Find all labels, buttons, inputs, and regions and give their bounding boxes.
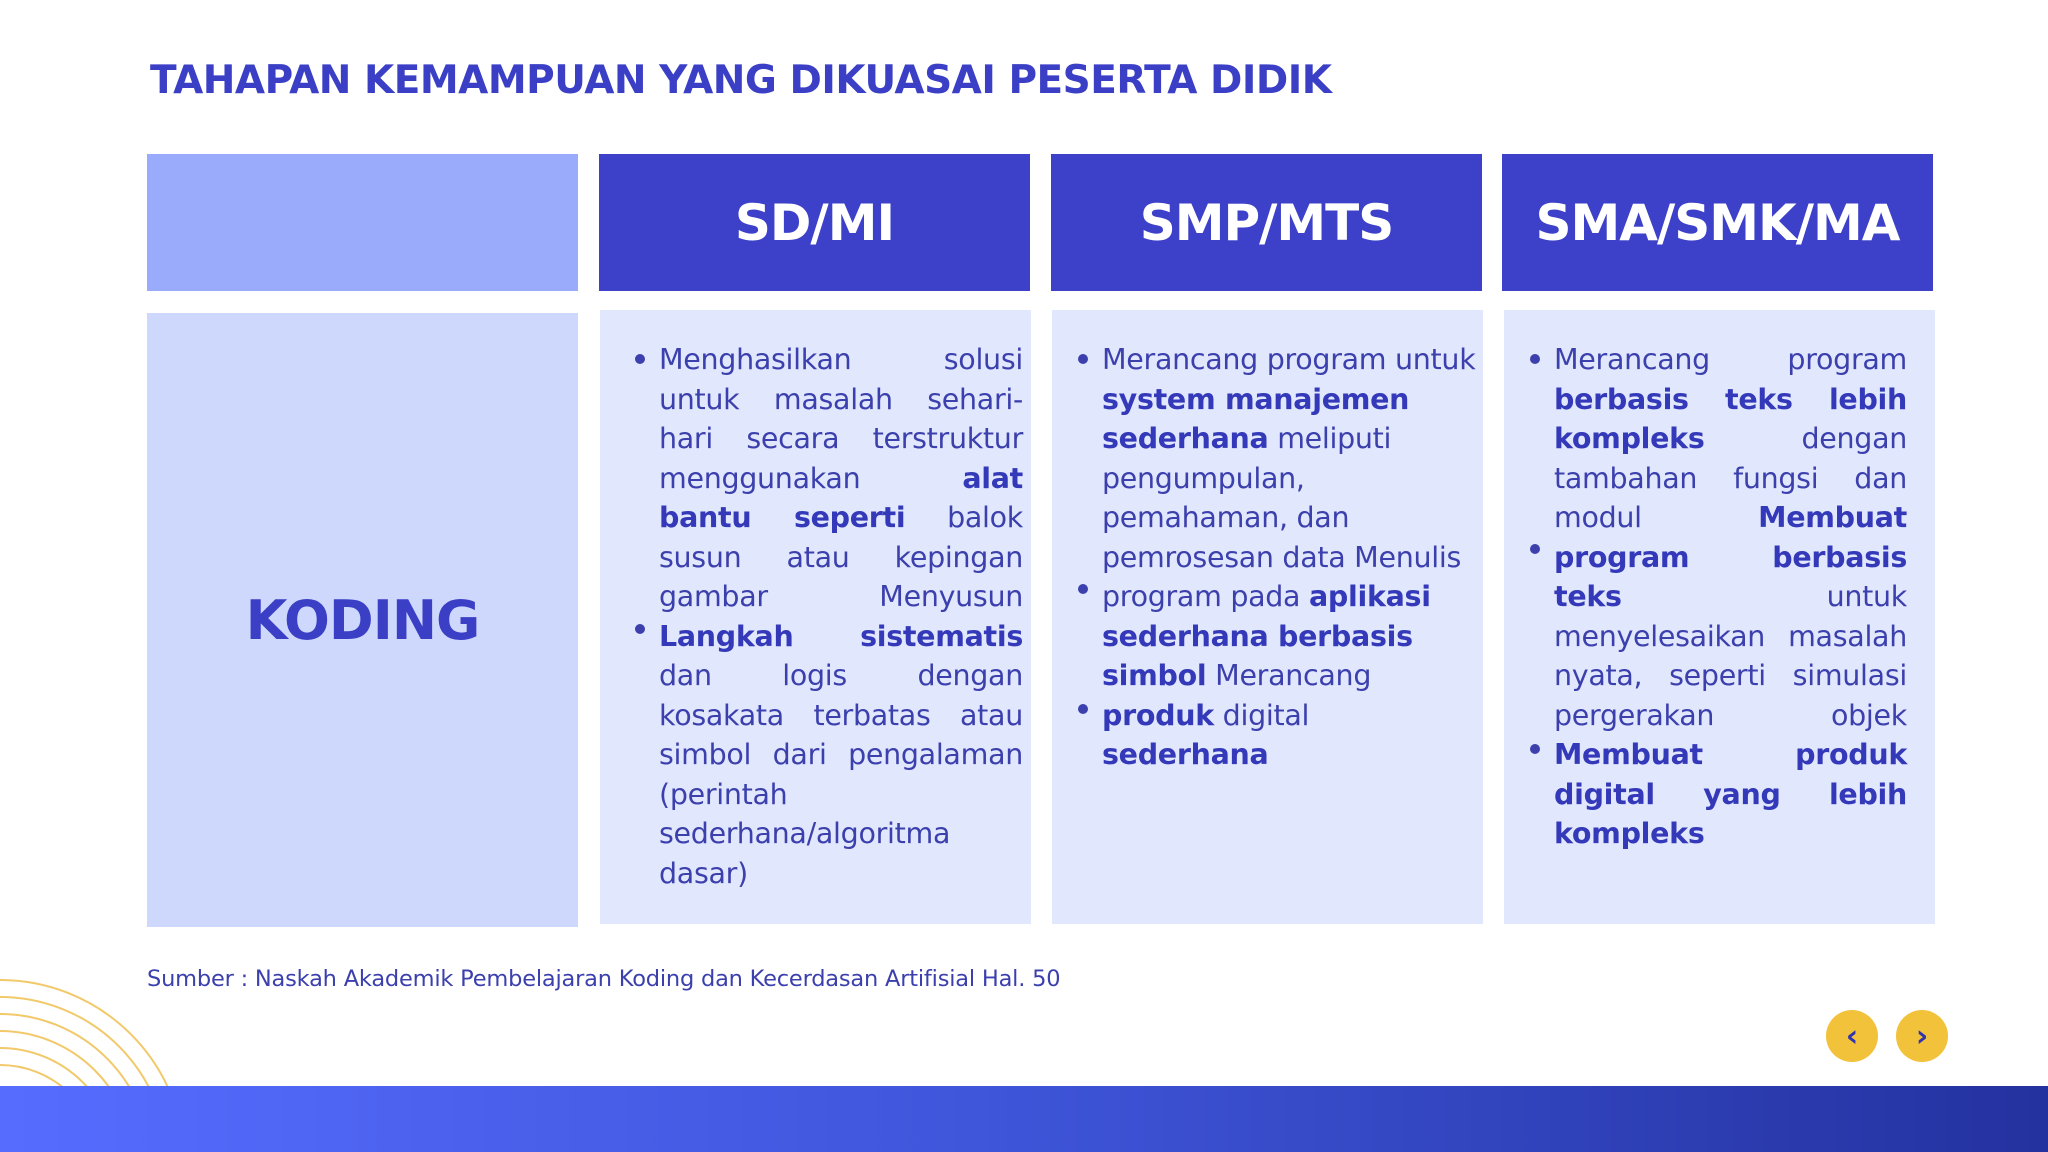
next-slide-button[interactable] (1896, 1010, 1948, 1062)
source-citation: Sumber : Naskah Akademik Pembelajaran Koding dan Kecerdasan Artifisial Hal. 50 (147, 966, 1061, 992)
text-run: meliputi pengumpulan, pemahaman, dan pemrosesan data Menulis program pada (1102, 422, 1462, 613)
chevron-left-icon: ‹ (1845, 1018, 1859, 1054)
text-bold: sederhana (1102, 738, 1269, 771)
bullet-icon (1530, 544, 1540, 554)
text-run: Merancang program untuk (1102, 343, 1476, 376)
text-run: dan logis dengan kosakata terbatas atau simbol dari pengalaman (perintah sederhana/algoritma dasar) (659, 659, 1023, 890)
text-run: balok susun atau kepingan gambar Menyusun (659, 501, 1023, 613)
text-bold: Langkah sistematis (659, 619, 1023, 653)
table-corner (147, 154, 578, 291)
text-run: dengan tambahan fungsi dan modul (1554, 422, 1907, 534)
text-bold: system manajemen sederhana (1102, 382, 1410, 455)
bullet-icon (635, 354, 645, 364)
text-bold: Membuat program berbasis teks (1554, 501, 1907, 613)
row-label-koding (147, 313, 578, 927)
bullet-icon (635, 624, 645, 634)
bullet-icon (1530, 744, 1540, 754)
column-header-smp (1051, 154, 1482, 291)
column-header-sd (599, 154, 1030, 291)
row-label-text: KODING (245, 588, 480, 652)
bullet-icon (1530, 354, 1540, 364)
text-bold: Membuat produk digital yang lebih kompleks (1554, 738, 1907, 850)
chevron-right-icon: › (1915, 1018, 1929, 1054)
bullet-icon (1078, 354, 1088, 364)
footer-bar (0, 1086, 2048, 1152)
cell-smp-koding (1052, 310, 1483, 924)
cell-sma-koding (1504, 310, 1935, 924)
text-run: Menghasilkan solusi untuk masalah sehari- hari secara terstruktur menggunakan (659, 343, 1023, 495)
column-header-label: SD/MI (734, 193, 895, 252)
text-run: untuk menyelesaikan masalah nyata, seperti simulasi pergerakan objek (1554, 580, 1907, 732)
text-bold: alat bantu seperti (659, 461, 1023, 534)
text-bold: produk (1102, 698, 1214, 732)
cell-sd-koding (600, 310, 1031, 924)
prev-slide-button[interactable] (1826, 1010, 1878, 1062)
bullet-icon (1078, 704, 1088, 714)
text-run: Merancang program (1554, 343, 1907, 376)
text-run: Merancang (1215, 659, 1372, 692)
slide-title: TAHAPAN KEMAMPUAN YANG DIKUASAI PESERTA DIDIK (150, 58, 1332, 103)
cell-text (1554, 340, 1907, 854)
text-bold: berbasis teks lebih kompleks (1554, 382, 1907, 455)
column-header-sma (1502, 154, 1933, 291)
bullet-icon (1078, 584, 1088, 594)
cell-text (1102, 340, 1483, 775)
decorative-arcs-icon (0, 975, 170, 1087)
cell-text (659, 340, 1023, 893)
column-header-label: SMA/SMK/MA (1535, 193, 1900, 252)
text-run: digital (1222, 698, 1310, 732)
column-header-label: SMP/MTS (1139, 193, 1394, 252)
text-bold: aplikasi sederhana berbasis simbol (1102, 580, 1431, 692)
